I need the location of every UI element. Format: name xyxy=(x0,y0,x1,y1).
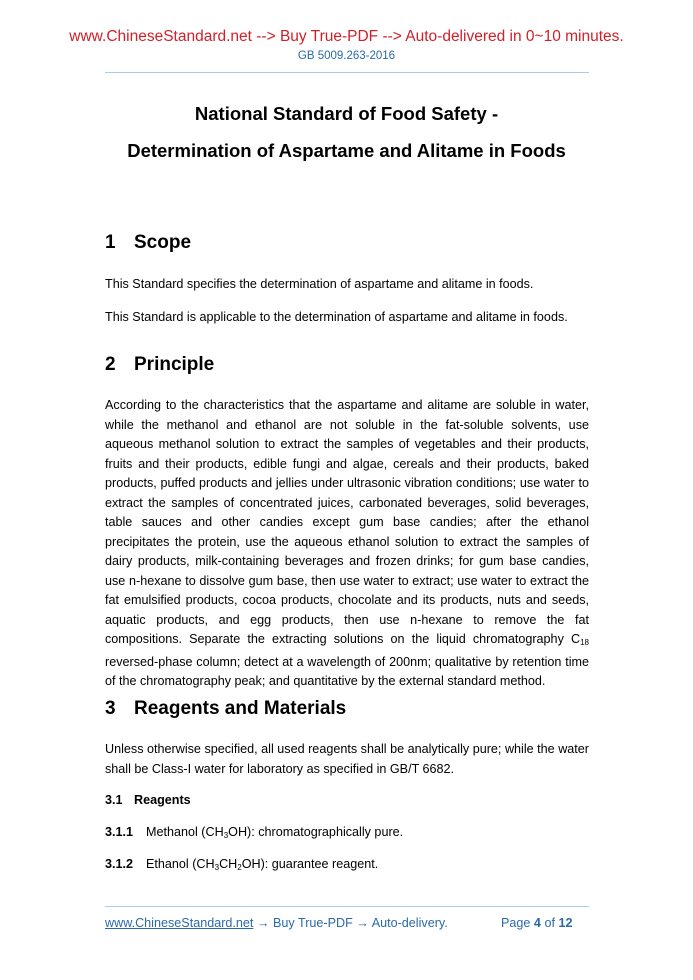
clause-3-1-1: 3.1.1 Methanol $(CH_3OH)$: chromatographically pure. xyxy=(105,825,404,840)
promo-banner[interactable]: www.ChineseStandard.net --> Buy True-PDF --> Auto-delivered in 0~10 minutes. xyxy=(69,28,624,45)
clause-3-1-2: 3.1.2 Ethanol $(CH_3CH_2OH)$: guarantee reagent. xyxy=(105,857,379,872)
section-number: 2 xyxy=(105,354,116,375)
subsection-heading-reagents: 3.1 Reagents xyxy=(105,793,191,807)
section-number: 1 xyxy=(105,232,116,253)
document-title-line2: Determination of Aspartame and Alitame in Foods xyxy=(127,140,566,161)
page-indicator: Page 4 of 12 xyxy=(501,916,573,930)
section-number: 3 xyxy=(105,698,116,719)
section-heading-principle xyxy=(105,354,214,376)
footer-divider xyxy=(105,906,589,907)
section-heading-reagents xyxy=(105,698,346,720)
scope-paragraph-2: This Standard is applicable to the determination of aspartame and alitame in foods. xyxy=(105,310,568,324)
section-title: Scope xyxy=(134,232,192,253)
principle-paragraph: According to the characteristics that the aspartame and alitame are soluble in water, while the methanol and ethanol are not soluble in the fat-soluble solvents, use aqueous methanol solution to extract the samples of vegetables and their products, fruits and their products, edible fungi and algae, cereals and their products, baked products, puffed products and jellies under ultrasonic vibration conditions; use water to extract the samples of concentrated juices, carbonated beverages, solid beverages, table sauces and other candies except gum base candies; after the ethanol precipitates the protein, use the aqueous ethanol solution to extract the samples of dairy products, milk-containing beverages and frozen drinks; for gum base candies, use n-hexane to dissolve gum base, then use water to extract; use water to extract the fat emulsified products, cocoa products, chocolate and its products, nuts and seeds, aquatic products, and egg products, then use n-hexane to remove the fat compositions. Separate the extracting solutions on the liquid chromatography $C_{18}$ reversed-phase column; detect at a wavelength of 200nm; qualitative by retention time of the chromatography peak; and quantitative by the external standard method. xyxy=(105,398,589,688)
section-title: Principle xyxy=(134,354,215,375)
document-title-line1: National Standard of Food Safety - xyxy=(194,103,499,124)
footer-link[interactable]: www.ChineseStandard.net xyxy=(105,916,254,930)
footer-promo: www.ChineseStandard.net → Buy True-PDF → Auto-delivery. xyxy=(105,916,448,930)
reagents-intro: Unless otherwise specified, all used reagents shall be analytically pure; while the water shall be Class-I water for laboratory as specified in GB/T 6682. xyxy=(105,742,589,776)
standard-code: GB 5009.263-2016 xyxy=(297,50,396,62)
scope-paragraph-1: This Standard specifies the determination of aspartame and alitame in foods. xyxy=(105,277,534,291)
section-title: Reagents and Materials xyxy=(134,698,347,719)
section-heading-scope xyxy=(105,232,191,254)
header-divider xyxy=(105,72,589,73)
